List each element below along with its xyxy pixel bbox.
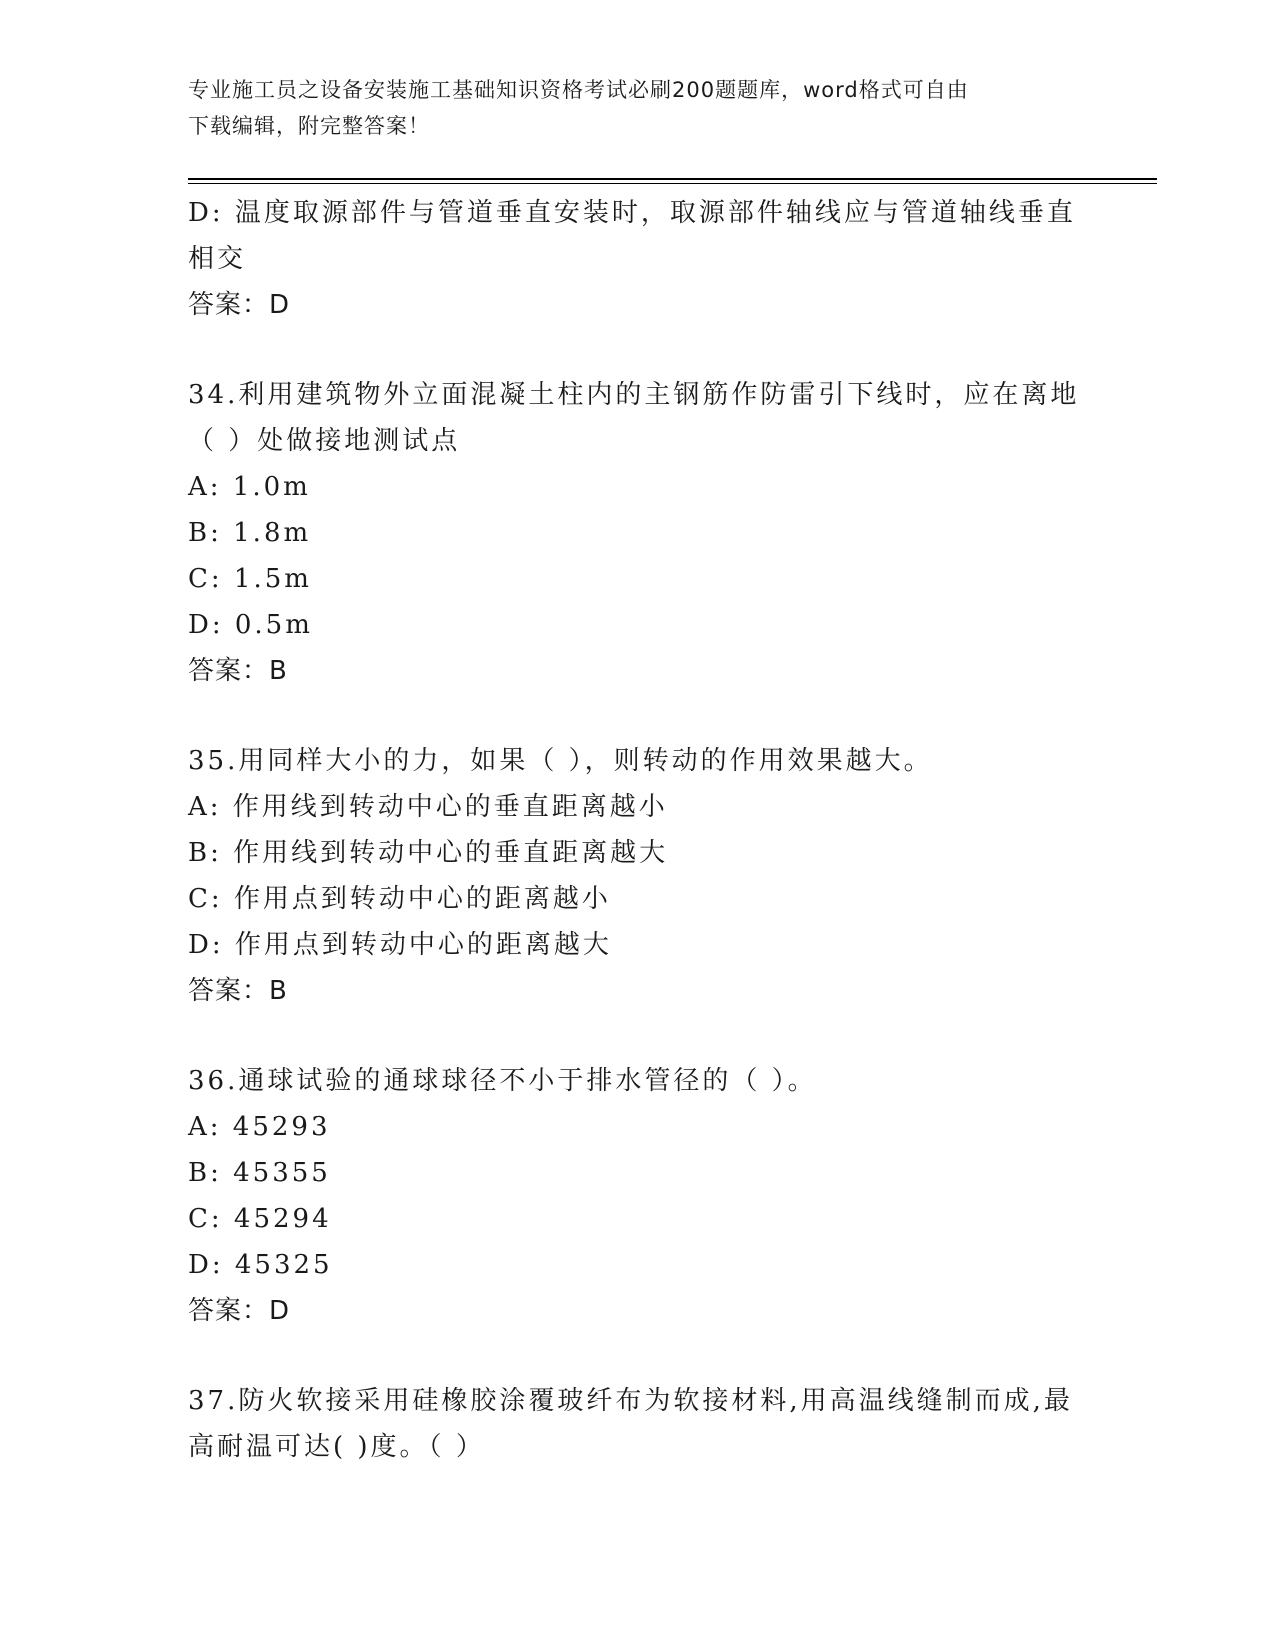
option-b: B: 45355 [188,1158,331,1188]
option-d: D: 45325 [188,1250,333,1280]
option-d: D: 温度取源部件与管道垂直安装时，取源部件轴线应与管道轴线垂直 [188,198,1076,228]
option-c: C: 作用点到转动中心的距离越小 [188,884,611,914]
header-line-2: 下载编辑，附完整答案！ [188,114,430,138]
previous-question-tail [188,190,1088,328]
question-stem-continued: （ ）处做接地测试点 [188,426,461,456]
document-header [188,72,1088,144]
question-36 [188,1058,1088,1334]
option-d-continued: 相交 [188,244,247,274]
option-b: B: 作用线到转动中心的垂直距离越大 [188,838,669,868]
question-35 [188,738,1088,1014]
option-a: A: 1.0m [188,472,311,502]
spacer [188,694,1088,738]
option-a: A: 45293 [188,1112,331,1142]
spacer [188,328,1088,372]
option-a: A: 作用线到转动中心的垂直距离越小 [188,792,668,822]
header-divider-thin [188,183,1157,184]
question-content [188,190,1088,1470]
question-stem-continued: 高耐温可达( )度。（ ） [188,1432,485,1462]
option-c: C: 1.5m [188,564,312,594]
answer: 答案：D [188,290,291,320]
question-stem: 35.用同样大小的力，如果（ ），则转动的作用效果越大。 [188,746,933,776]
spacer [188,1334,1088,1378]
option-d: D: 作用点到转动中心的距离越大 [188,930,612,960]
question-stem: 37.防火软接采用硅橡胶涂覆玻纤布为软接材料,用高温线缝制而成,最 [188,1386,1073,1416]
answer: 答案：B [188,976,288,1006]
header-divider-thick [188,178,1157,180]
question-stem: 36.通球试验的通球球径不小于排水管径的（ ）。 [188,1066,817,1096]
answer: 答案：B [188,656,288,686]
question-stem: 34.利用建筑物外立面混凝土柱内的主钢筋作防雷引下线时，应在离地 [188,380,1080,410]
answer: 答案：D [188,1296,291,1326]
option-d: D: 0.5m [188,610,313,640]
header-line-1: 专业施工员之设备安装施工基础知识资格考试必刷200题题库，word格式可自由 [188,78,969,102]
question-34 [188,372,1088,694]
spacer [188,1014,1088,1058]
question-37 [188,1378,1088,1470]
option-c: C: 45294 [188,1204,332,1234]
option-b: B: 1.8m [188,518,312,548]
